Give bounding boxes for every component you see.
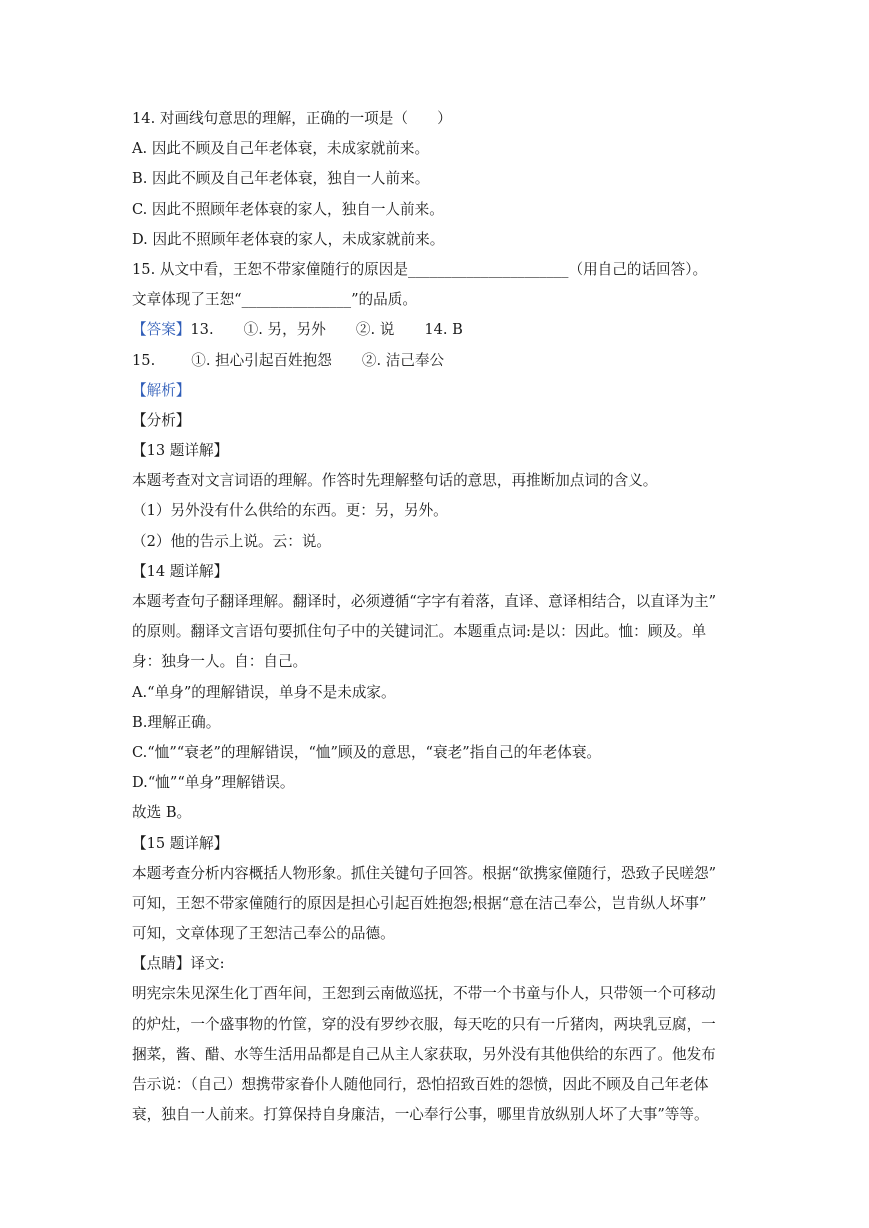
- detail-14-d: D.“恤”“单身”理解错误。: [132, 774, 295, 792]
- translation-line-3: 捆菜，酱、醋、水等生活用品都是自己从主人家获取，另外没有其他供给的东西了。他发布: [132, 1045, 716, 1063]
- detail-14-p2: 的原则。翻译文言语句要抓住句子中的关键词汇。本题重点词:是以：因此。恤：顾及。单: [132, 623, 707, 641]
- detail-14-p3: 身：独身一人。自：自己。: [132, 653, 308, 671]
- dianjing-line: [132, 949, 742, 979]
- dianjing-label: 译文:: [190, 955, 225, 973]
- detail-15-heading: 【15 题详解】: [132, 834, 229, 852]
- detail-14-b: B.理解正确。: [132, 713, 221, 731]
- answer-15-1: ①. 担心引起百姓抱怨: [191, 351, 332, 369]
- answer-15-2: ②. 洁己奉公: [361, 351, 445, 369]
- translation-line-1: 明宪宗朱见深生化丁酉年间，王恕到云南做巡抚，不带一个书童与仆人，只带领一个可移动: [132, 985, 716, 1003]
- detail-15-p1: 本题考查分析内容概括人物形象。抓住关键句子回答。根据“欲携家僮随行，恐致子民嗟怨”: [132, 864, 717, 882]
- answer-line-2: [132, 346, 742, 376]
- detail-14-p1: 本题考查句子翻译理解。翻译时，必须遵循“字字有着落，直译、意译相结合，以直译为主”: [132, 593, 717, 610]
- detail-14-choice: 故选 B。: [132, 804, 192, 822]
- q15-stem-line2: 文章体现了王恕“_______________”的品质。: [132, 291, 417, 309]
- detail-13-p2: （1）另外没有什么供给的东西。更：另，另外。: [132, 502, 448, 520]
- detail-14-c: C.“恤”“衰老”的理解错误，“恤”顾及的意思，“衰老”指自己的年老体衰。: [132, 743, 602, 761]
- detail-15-p3: 可知，文章体现了王恕洁己奉公的品德。: [132, 925, 395, 943]
- detail-14-heading: 【14 题详解】: [132, 562, 229, 580]
- detail-13-p1: 本题考查对文言词语的理解。作答时先理解整句话的意思，再推断加点词的含义。: [132, 472, 658, 490]
- dianjing-tag: 【点睛】: [132, 955, 191, 973]
- q14-option-b: B. 因此不顾及自己年老体衰，独自一人前来。: [132, 170, 430, 188]
- translation-line-4: 告示说：（自己）想携带家眷仆人随他同行，恐怕招致百姓的怨愤，因此不顾及自己年老体: [132, 1076, 709, 1093]
- answer-15-number: 15.: [132, 351, 156, 369]
- q14-option-a: A. 因此不顾及自己年老体衰，未成家就前来。: [132, 140, 430, 158]
- analysis-tag: 【解析】: [132, 381, 191, 399]
- document-body: [132, 104, 742, 1130]
- detail-15-p2: 可知，王恕不带家僮随行的原因是担心引起百姓抱怨;根据“意在洁己奉公，岂肯纵人坏事”: [132, 894, 707, 912]
- detail-14-a: A.“单身”的理解错误，单身不是未成家。: [132, 683, 396, 701]
- detail-13-p3: （2）他的告示上说。云：说。: [132, 532, 332, 550]
- answer-13-2: ②. 说: [355, 321, 395, 339]
- detail-13-heading: 【13 题详解】: [132, 442, 229, 460]
- q14-option-c: C. 因此不照顾年老体衰的家人，独自一人前来。: [132, 200, 444, 218]
- answer-line-1: [132, 315, 742, 345]
- q15-stem-line1: 15. 从文中看，王恕不带家僮随行的原因是______________________（用自己的话回答）。: [132, 260, 708, 278]
- q14-stem: 14. 对画线句意思的理解，正确的一项是（ ）: [132, 110, 452, 127]
- answer-tag: 【答案】: [132, 321, 191, 339]
- q14-option-d: D. 因此不照顾年老体衰的家人，未成家就前来。: [132, 230, 445, 248]
- answer-14: 14. B: [424, 321, 463, 339]
- translation-line-2: 的炉灶，一个盛事物的竹筐，穿的没有罗纱衣服，每天吃的只有一斤猪肉，两块乳豆腐，一: [132, 1015, 716, 1033]
- answer-13-number: 13.: [190, 321, 214, 339]
- answer-13-1: ①. 另，另外: [243, 321, 326, 339]
- fenxi-heading: 【分析】: [132, 411, 191, 429]
- translation-line-5: 衰，独自一人前来。打算保持自身廉洁，一心奉行公事，哪里肯放纵别人坏了大事”等等。: [132, 1106, 709, 1124]
